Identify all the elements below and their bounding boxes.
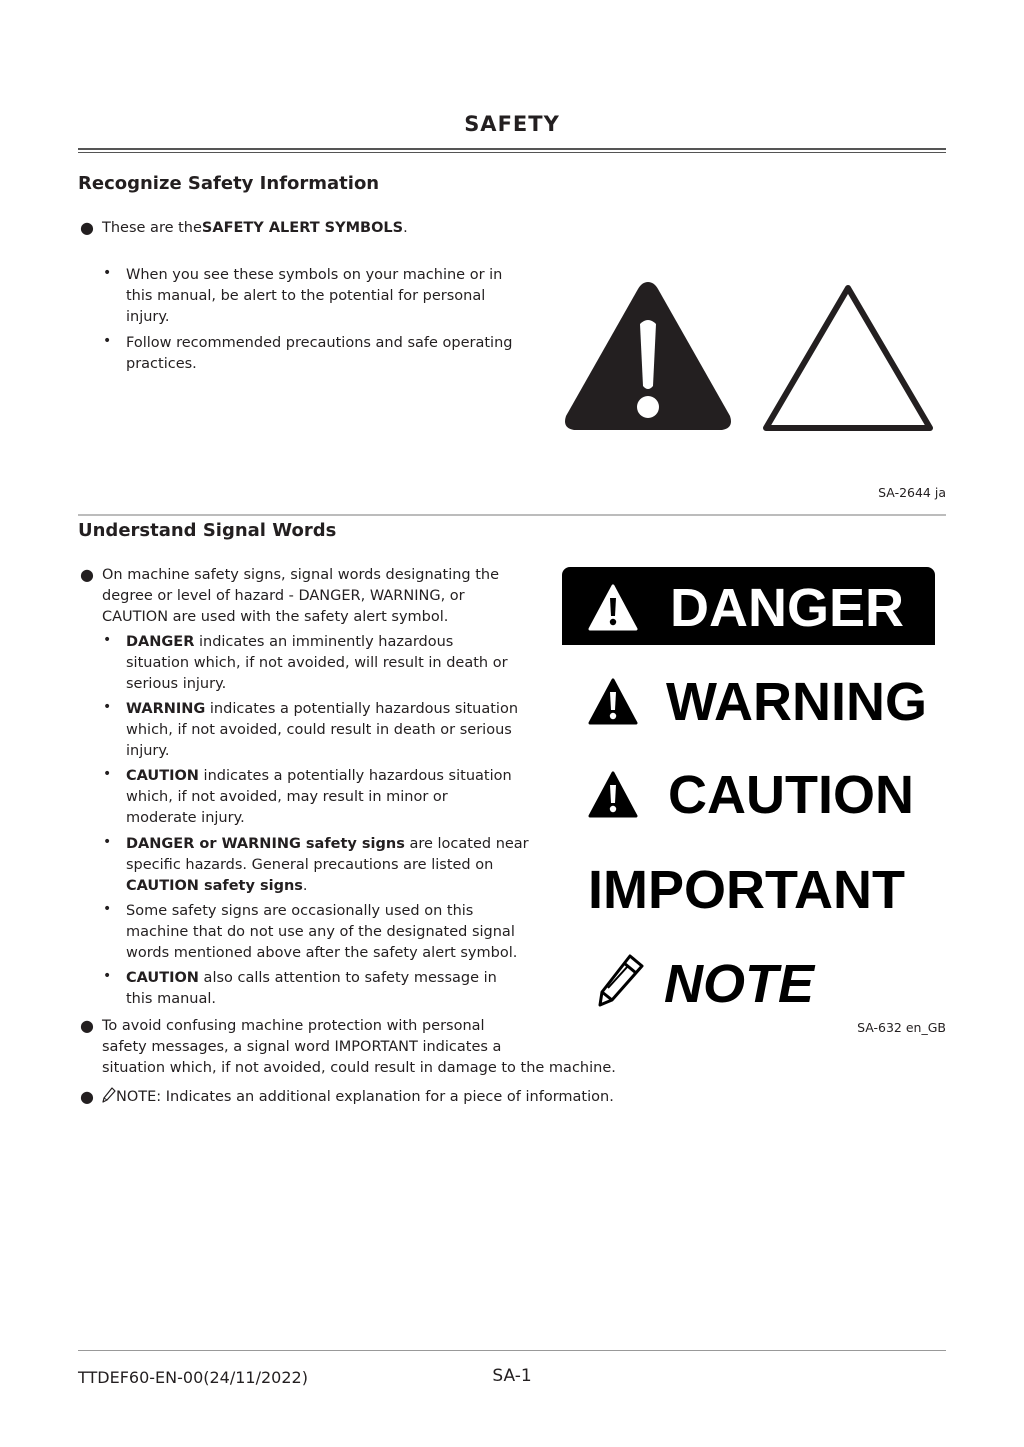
bullet-text: On machine safety signs, signal words designating the degree or level of hazard - DANGER, WARNING, or CAUTION are used with the safety alert symbol. (102, 567, 500, 625)
sub-bullet-dot: • (103, 699, 112, 715)
page-title: SAFETY (464, 112, 560, 136)
important-sign-label: IMPORTANT (588, 860, 905, 920)
section-heading-signal-words: Understand Signal Words (78, 520, 337, 541)
bullet-text: NOTE: Indicates an additional explanation for a piece of information. (102, 1087, 614, 1108)
bullet-dot: ● (80, 1087, 94, 1106)
sub-bullet-dot: • (103, 265, 112, 281)
sub-bullet-dot: • (103, 834, 112, 850)
note-sign-label: NOTE (664, 954, 815, 1014)
sub-bullet-dot: • (103, 968, 112, 984)
figure-reference: SA-2644 ja (878, 485, 946, 500)
page-number: SA-1 (492, 1366, 532, 1386)
header-rule (78, 148, 946, 150)
sub-bullet-text: Follow recommended precautions and safe operating practices. (126, 335, 513, 372)
section-heading-recognize: Recognize Safety Information (78, 173, 380, 194)
warning-triangle-icon (588, 583, 638, 633)
document-code: TTDEF60-EN-00(24/11/2022) (78, 1368, 308, 1387)
pencil-icon (102, 1087, 116, 1103)
sub-bullet-text: When you see these symbols on your machine or in this manual, be alert to the potential for personal injury. (126, 267, 503, 325)
sub-bullet-text: DANGER indicates an imminently hazardous situation which, if not avoided, will result in death or serious injury. (126, 634, 508, 692)
bullet-dot: ● (80, 1016, 94, 1035)
warning-sign-label: WARNING (666, 672, 927, 732)
safety-alert-outline-icon (760, 280, 936, 436)
pencil-icon (596, 952, 646, 1008)
section-divider (78, 514, 946, 516)
sub-bullet-text: Some safety signs are occasionally used on this machine that do not use any of the designated signal words mentioned above after the safety alert symbol. (126, 903, 518, 961)
footer-rule (78, 1350, 946, 1351)
sub-bullet-text: DANGER or WARNING safety signs are located near specific hazards. General precautions are listed on CAUTION safety signs. (126, 836, 529, 894)
caution-triangle-icon (588, 770, 638, 820)
sub-bullet-text: CAUTION indicates a potentially hazardous situation which, if not avoided, may result in minor or moderate injury. (126, 768, 512, 826)
bullet-text: To avoid confusing machine protection with personal safety messages, a signal word IMPORTANT indicates a situation which, if not avoided, could result in damage to the machine. (102, 1018, 616, 1076)
header-rule-thin (78, 152, 946, 153)
safety-alert-filled-icon (560, 276, 736, 436)
danger-sign-label: DANGER (670, 578, 905, 638)
warning-triangle-icon (588, 677, 638, 727)
bullet-text: These are theSAFETY ALERT SYMBOLS. (102, 220, 408, 236)
sub-bullet-text: CAUTION also calls attention to safety message in this manual. (126, 970, 497, 1007)
sub-bullet-dot: • (103, 766, 112, 782)
bullet-dot: ● (80, 218, 94, 237)
caution-sign-label: CAUTION (668, 765, 914, 825)
figure-reference: SA-632 en_GB (857, 1020, 946, 1035)
sub-bullet-dot: • (103, 632, 112, 648)
sub-bullet-dot: • (103, 901, 112, 917)
sub-bullet-dot: • (103, 333, 112, 349)
bullet-dot: ● (80, 565, 94, 584)
sub-bullet-text: WARNING indicates a potentially hazardous situation which, if not avoided, could result in death or serious injury. (126, 701, 519, 759)
